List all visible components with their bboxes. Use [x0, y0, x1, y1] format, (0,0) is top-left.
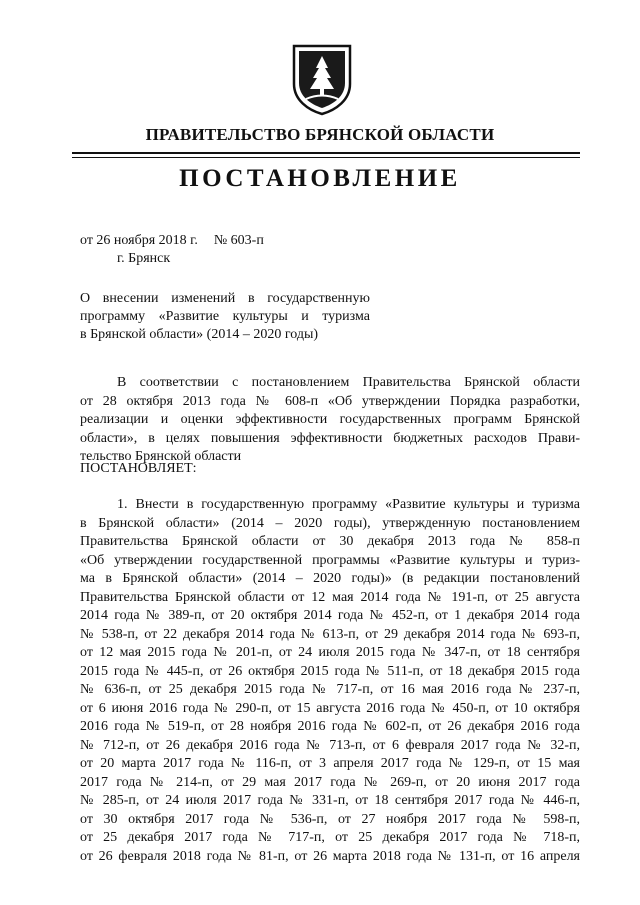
clause-line: от 30 октября 2017 года № 536-п, от 27 ноября 2017 года № 598-п, — [80, 811, 580, 827]
preamble-line: реализации и оценки эффективности государственных программ Брянской — [80, 412, 580, 427]
clause-line: «Об утверждении государственной программы «Развитие культуры и туриз- — [80, 552, 580, 568]
resolves-label: ПОСТАНОВЛЯЕТ: — [80, 461, 197, 476]
date-number-line — [80, 233, 264, 249]
coat-of-arms-emblem — [290, 44, 354, 116]
government-name: ПРАВИТЕЛЬСТВО БРЯНСКОЙ ОБЛАСТИ — [145, 125, 495, 144]
clause-line: от 26 февраля 2018 года № 81-п, от 26 марта 2018 года № 131-п, от 16 апреля — [80, 848, 580, 864]
clause-line: ма в Брянской области» (2014 – 2020 годы)» (в редакции постановлений — [80, 571, 580, 586]
document-type-title: ПОСТАНОВЛЕНИЕ — [179, 165, 461, 192]
document-date: от 26 ноября 2018 г. — [80, 233, 198, 248]
clause-line: 1. Внести в государственную программу «Развитие культуры и туризма — [117, 497, 580, 512]
clause-line: № 712-п, от 26 декабря 2016 года № 713-п, от 6 февраля 2017 года № 32-п, — [80, 737, 580, 753]
clause-line: от 20 марта 2017 года № 116-п, от 3 апреля 2017 года № 129-п, от 15 мая — [80, 756, 580, 771]
preamble-paragraph — [80, 374, 580, 467]
preamble-line: от 28 октября 2013 года № 608-п «Об утверждении Порядка разработки, — [80, 393, 580, 409]
clause-line: 2017 года № 214-п, от 29 мая 2017 года № 269-п, от 20 июня 2017 года — [80, 774, 580, 790]
subject-line: О внесении изменений в государственную — [80, 291, 370, 306]
subject-line: программу «Развитие культуры и туризма — [80, 309, 370, 324]
header-rule-thin — [72, 157, 580, 158]
clause-line: от 6 июня 2016 года № 290-п, от 15 августа 2016 года № 450-п, от 10 октября — [80, 700, 580, 716]
clause-1-paragraph — [80, 496, 580, 866]
preamble-line: тельство Брянской области — [80, 449, 242, 464]
clause-line: № 538-п, от 22 декабря 2014 года № 613-п, от 29 декабря 2014 года № 693-п, — [80, 626, 580, 642]
clause-line: от 25 декабря 2017 года № 717-п, от 25 декабря 2017 года № 718-п, — [80, 830, 580, 845]
document-city: г. Брянск — [117, 251, 171, 266]
document-subject — [80, 290, 370, 344]
clause-line: 2016 года № 519-п, от 28 ноября 2016 года № 602-п, от 26 декабря 2016 года — [80, 719, 580, 734]
preamble-line: В соответствии с постановлением Правительства Брянской области — [117, 375, 580, 390]
clause-line: 2014 года № 389-п, от 20 октября 2014 года № 452-п, от 1 декабря 2014 года — [80, 608, 580, 623]
clause-line: № 285-п, от 24 июля 2017 года № 331-п, от 18 сентября 2017 года № 446-п, — [80, 793, 580, 808]
subject-line: в Брянской области» (2014 – 2020 годы) — [80, 327, 319, 342]
preamble-line: области», в целях повышения эффективности бюджетных расходов Прави- — [80, 430, 580, 446]
clause-line: в Брянской области» (2014 – 2020 годы), утвержденную постановлением — [80, 515, 580, 531]
clause-line: от 12 мая 2015 года № 201-п, от 24 июля 2015 года № 347-п, от 18 сентября — [80, 645, 580, 660]
clause-line: 2015 года № 445-п, от 26 октября 2015 года № 511-п, от 18 декабря 2015 года — [80, 663, 580, 679]
document-number: № 603-п — [213, 233, 264, 248]
header-rule-thick — [72, 152, 580, 154]
clause-line: № 636-п, от 25 декабря 2015 года № 717-п, от 16 мая 2016 года № 237-п, — [80, 682, 580, 697]
clause-line: Правительства Брянской области от 30 декабря 2013 года № 858-п — [80, 534, 580, 549]
clause-line: Правительства Брянской области от 12 мая 2014 года № 191-п, от 25 августа — [80, 589, 580, 605]
